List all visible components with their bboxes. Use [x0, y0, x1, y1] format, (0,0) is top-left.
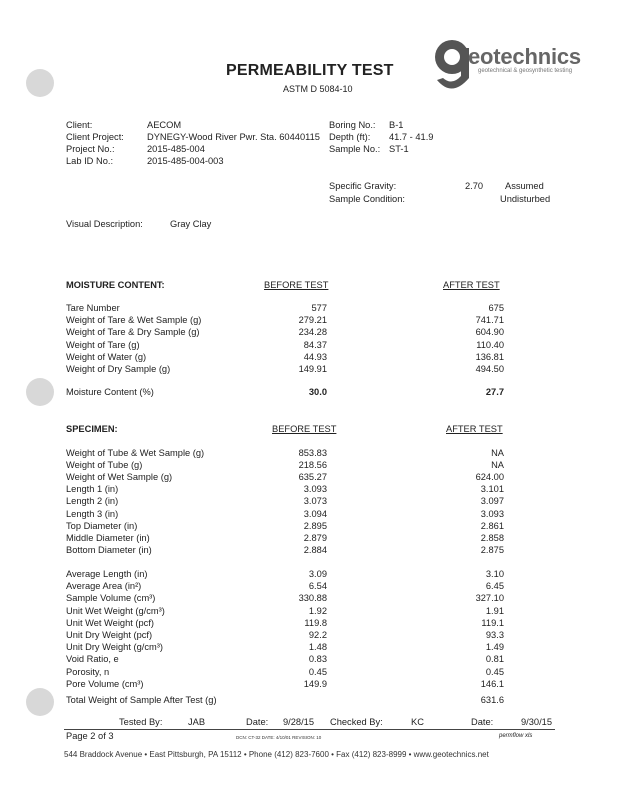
table-row: [0, 569, 618, 581]
row-label: Middle Diameter (in): [66, 532, 150, 543]
table-row: [0, 364, 618, 376]
table-row: [0, 679, 618, 691]
row-after-value: 494.50: [475, 364, 504, 374]
row-before-value: 149.91: [298, 364, 327, 374]
row-after-value: 3.101: [480, 484, 504, 495]
row-before-value: 1.48: [308, 642, 327, 653]
table-row: [0, 315, 618, 327]
row-after-value: 604.90: [475, 327, 504, 338]
logo-text: eotechnics: [468, 44, 581, 69]
row-after-value: 1.49: [485, 642, 504, 653]
date2-value: 9/30/15: [521, 717, 553, 727]
moisture-heading: MOISTURE CONTENT:: [66, 280, 165, 290]
moisture-content-label: Moisture Content (%): [66, 387, 154, 397]
logo-tagline: geotechnical & geosynthetic testing: [478, 68, 573, 74]
row-label: Bottom Diameter (in): [66, 544, 152, 555]
row-label: Average Length (in): [66, 569, 148, 579]
table-row: [0, 630, 618, 642]
table-row: [0, 460, 618, 472]
row-label: Weight of Tare & Wet Sample (g): [66, 315, 202, 326]
date1-label: Date:: [246, 717, 269, 727]
moisture-before-heading: BEFORE TEST: [264, 280, 329, 290]
moisture-content-after: 27.7: [485, 387, 504, 397]
table-row: [0, 654, 618, 666]
file-name: permflow xls: [499, 733, 533, 739]
moisture-content-row: [0, 387, 618, 399]
row-before-value: 635.27: [298, 472, 327, 483]
client-label: Client:: [66, 120, 93, 130]
row-before-value: 218.56: [298, 460, 327, 471]
project-label: Client Project:: [66, 132, 124, 142]
row-before-value: 0.83: [308, 654, 327, 665]
row-label: Tare Number: [66, 303, 120, 313]
row-label: Weight of Wet Sample (g): [66, 472, 173, 483]
table-row: [0, 581, 618, 593]
row-after-value: 2.875: [480, 544, 504, 555]
specific-gravity-label: Specific Gravity:: [329, 181, 397, 191]
row-label: Weight of Dry Sample (g): [66, 364, 171, 374]
table-row: [0, 327, 618, 339]
client-value: AECOM: [147, 120, 182, 130]
row-before-value: 119.8: [304, 617, 327, 628]
row-after-value: 741.71: [475, 315, 504, 326]
row-label: Sample Volume (cm³): [66, 593, 156, 604]
lab-id-value: 2015-485-004-003: [147, 156, 224, 166]
table-row: [0, 521, 618, 533]
table-row: [0, 303, 618, 315]
checked-by-label: Checked By:: [330, 717, 383, 727]
row-label: Weight of Tare (g): [66, 339, 140, 350]
moisture-after-heading: AFTER TEST: [443, 280, 500, 290]
page-number: Page 2 of 3: [66, 731, 114, 741]
row-after-value: 1.91: [485, 605, 504, 616]
row-before-value: 84.37: [303, 339, 327, 350]
table-row: [0, 448, 618, 460]
tested-by-label: Tested By:: [119, 717, 163, 727]
specimen-before-heading: BEFORE TEST: [272, 424, 337, 434]
row-label: Weight of Tube (g): [66, 460, 143, 471]
table-row: [0, 618, 618, 630]
specific-gravity-value: 2.70: [465, 181, 484, 191]
table-row: [0, 352, 618, 364]
checked-by-value: KC: [411, 717, 424, 727]
row-before-value: 279.21: [298, 315, 327, 326]
row-label: Weight of Water (g): [66, 351, 147, 362]
document-control-code: DCN: CT-32 DATE: 4/10/01 REVISION: 10: [236, 735, 322, 740]
depth-label: Depth (ft):: [329, 132, 371, 142]
sample-condition-label: Sample Condition:: [329, 194, 405, 204]
logo-letter: [433, 38, 434, 39]
row-before-value: 853.83: [298, 448, 327, 458]
specific-gravity-note: Assumed: [505, 181, 544, 191]
row-label: Unit Dry Weight (pcf): [66, 630, 153, 640]
row-label: Length 1 (in): [66, 484, 119, 495]
row-label: Void Ratio, e: [66, 654, 119, 665]
table-row: [0, 533, 618, 545]
row-before-value: 330.88: [298, 593, 327, 604]
lab-id-label: Lab ID No.:: [66, 156, 114, 166]
sample-no-label: Sample No.:: [329, 144, 381, 154]
sample-no-value: ST-1: [389, 144, 409, 154]
row-label: Average Area (in²): [66, 581, 142, 592]
table-row: [0, 667, 618, 679]
logo-g-icon: [433, 38, 471, 96]
project-no-value: 2015-485-004: [147, 144, 205, 154]
punch-hole-top: [26, 69, 54, 97]
total-weight-value: 631.6: [480, 695, 504, 705]
row-after-value: NA: [491, 448, 504, 458]
visual-description-label: Visual Description:: [66, 219, 143, 229]
row-label: Weight of Tare & Dry Sample (g): [66, 327, 200, 338]
table-row: [0, 484, 618, 496]
page-title: PERMEABILITY TEST: [226, 62, 394, 79]
table-row: [0, 606, 618, 618]
row-before-value: 577: [311, 303, 327, 313]
project-value: DYNEGY-Wood River Pwr. Sta. 60440115: [147, 132, 320, 142]
row-before-value: 2.879: [303, 532, 327, 543]
row-before-value: 3.09: [308, 569, 327, 579]
row-before-value: 1.92: [308, 605, 327, 616]
row-after-value: 110.40: [476, 339, 504, 350]
row-label: Weight of Tube & Wet Sample (g): [66, 448, 205, 458]
row-after-value: 2.861: [480, 520, 504, 531]
table-row: [0, 340, 618, 352]
row-after-value: 119.1: [481, 617, 504, 628]
table-row: [0, 496, 618, 508]
row-after-value: 3.10: [485, 569, 504, 579]
row-before-value: 234.28: [298, 327, 327, 338]
sample-condition-value: Undisturbed: [500, 194, 551, 204]
date1-value: 9/28/15: [283, 717, 315, 727]
row-after-value: 0.81: [485, 654, 504, 665]
row-label: Top Diameter (in): [66, 520, 138, 531]
row-after-value: 93.3: [485, 630, 504, 640]
row-before-value: 149.9: [303, 678, 327, 689]
row-label: Unit Dry Weight (g/cm³): [66, 642, 163, 653]
footer-divider: [64, 729, 555, 730]
table-row: [0, 472, 618, 484]
total-weight-row: [0, 695, 618, 707]
date2-label: Date:: [471, 717, 494, 727]
row-before-value: 44.93: [303, 351, 327, 362]
moisture-content-before: 30.0: [308, 387, 327, 397]
specimen-after-heading: AFTER TEST: [446, 424, 503, 434]
row-after-value: 6.45: [485, 581, 504, 592]
row-after-value: 146.1: [480, 678, 504, 689]
row-before-value: 92.2: [308, 630, 327, 640]
row-label: Porosity, n: [66, 666, 110, 677]
row-before-value: 0.45: [308, 666, 327, 677]
row-before-value: 6.54: [308, 581, 327, 592]
row-after-value: NA: [491, 460, 504, 471]
row-label: Length 2 (in): [66, 496, 119, 507]
table-row: [0, 545, 618, 557]
row-before-value: 3.093: [303, 484, 327, 495]
standard-label: ASTM D 5084-10: [283, 84, 353, 94]
project-no-label: Project No.:: [66, 144, 115, 154]
row-after-value: 0.45: [485, 666, 504, 677]
row-after-value: 2.858: [480, 532, 504, 543]
total-weight-label: Total Weight of Sample After Test (g): [66, 695, 217, 705]
table-row: [0, 509, 618, 521]
specimen-heading: SPECIMEN:: [66, 424, 118, 434]
depth-value: 41.7 - 41.9: [389, 132, 434, 142]
table-row: [0, 593, 618, 605]
row-label: Unit Wet Weight (pcf): [66, 617, 155, 628]
row-after-value: 3.093: [480, 508, 504, 519]
tested-by-value: JAB: [188, 717, 206, 727]
row-after-value: 624.00: [475, 472, 504, 483]
row-before-value: 2.884: [303, 544, 327, 555]
row-after-value: 675: [488, 303, 504, 313]
boring-value: B-1: [389, 120, 404, 130]
table-row: [0, 642, 618, 654]
row-label: Unit Wet Weight (g/cm³): [66, 605, 165, 616]
visual-description-value: Gray Clay: [170, 219, 212, 229]
company-address: 544 Braddock Avenue • East Pittsburgh, PA 15112 • Phone (412) 823-7600 • Fax (412) 823-8999 • www.geotechnics.net: [64, 750, 489, 759]
boring-label: Boring No.:: [329, 120, 376, 130]
row-after-value: 136.81: [475, 351, 504, 362]
row-after-value: 3.097: [480, 496, 504, 507]
row-before-value: 3.073: [303, 496, 327, 507]
row-after-value: 327.10: [475, 593, 504, 604]
row-label: Length 3 (in): [66, 508, 119, 519]
row-label: Pore Volume (cm³): [66, 678, 144, 689]
row-before-value: 3.094: [303, 508, 327, 519]
row-before-value: 2.895: [303, 520, 327, 531]
